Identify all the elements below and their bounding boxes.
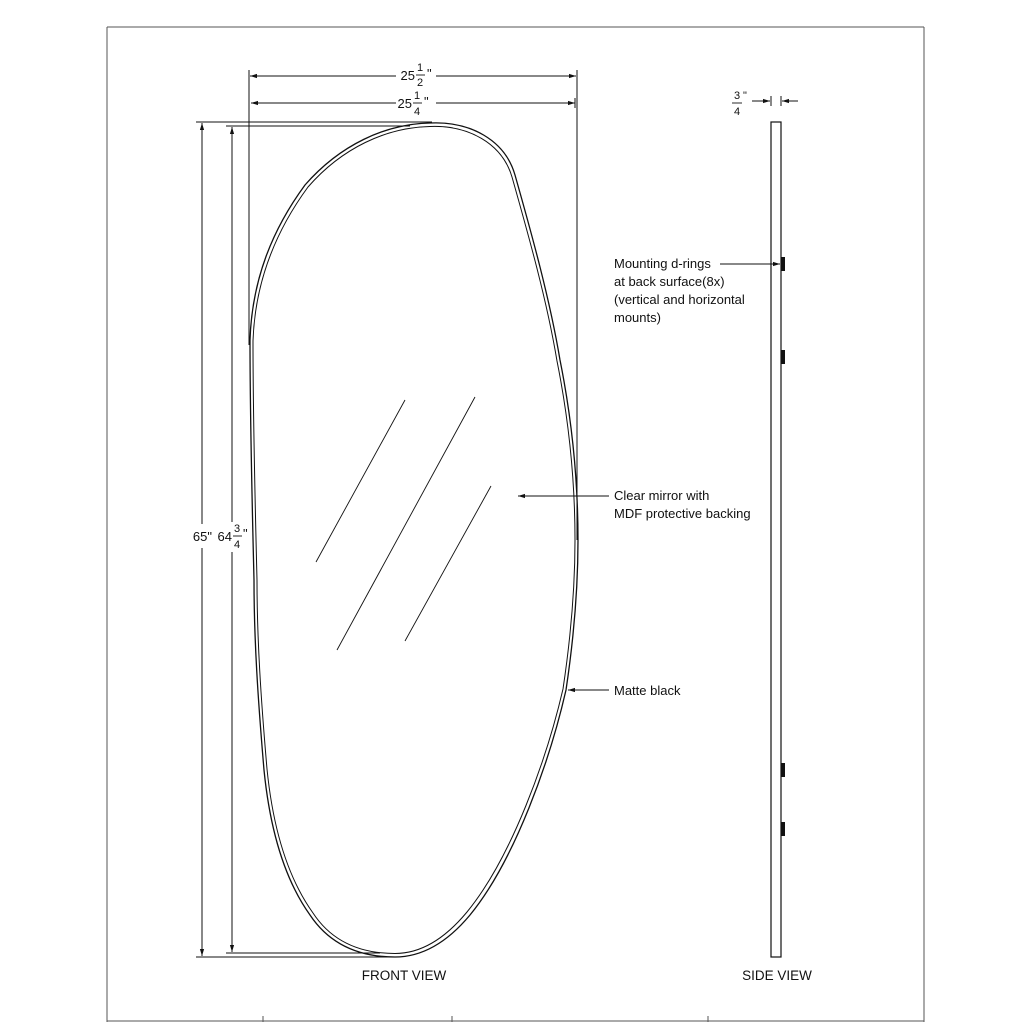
callout-mirror-line-1: Clear mirror with [614,488,710,503]
callout-mounting [614,256,780,325]
d-ring-icon [781,257,785,271]
depth-numerator: 3 [733,90,741,102]
side-view-label: SIDE VIEW [742,968,812,983]
callout-mounting-line-4: mounts) [614,310,661,325]
inner-height-numerator: 3 [233,523,241,535]
inner-height-dimension [218,127,248,952]
inner-width-unit: " [424,94,429,109]
depth-unit: " [743,90,747,102]
inner-height-whole: 64 [217,529,232,544]
d-ring-icon [781,822,785,836]
callout-mounting-line-1: Mounting d-rings [614,256,711,271]
depth-dimension [732,90,798,118]
mirror-frame-outer [250,123,578,957]
outer-width-numerator: 1 [416,62,424,74]
outer-height-dimension [193,123,212,956]
inner-width-denominator: 4 [413,106,421,118]
inner-height-denominator: 4 [233,539,241,551]
side-profile [771,122,781,957]
depth-denominator: 4 [733,106,741,118]
inner-width-whole: 25 [397,96,412,111]
inner-width-numerator: 1 [413,90,421,102]
outer-width-dimension [249,62,577,540]
callout-mirror-line-2: MDF protective backing [614,506,751,521]
callout-mounting-line-3: (vertical and horizontal [614,292,745,307]
d-ring-icon [781,763,785,777]
glass-reflection-lines [316,397,491,650]
d-ring-icon [781,350,785,364]
callout-mounting-line-2: at back surface(8x) [614,274,725,289]
front-view-label: FRONT VIEW [361,968,447,983]
callout-mirror [518,488,751,521]
outer-width-unit: " [427,66,432,81]
outer-width-whole: 25 [400,68,415,83]
callout-finish [568,683,681,698]
callout-finish-line-1: Matte black [614,683,681,698]
mirror-glass-edge [253,126,575,953]
outer-width-denominator: 2 [416,77,424,89]
inner-width-dimension [251,90,575,118]
inner-height-unit: " [243,526,248,541]
outer-height-label: 65" [192,529,212,544]
